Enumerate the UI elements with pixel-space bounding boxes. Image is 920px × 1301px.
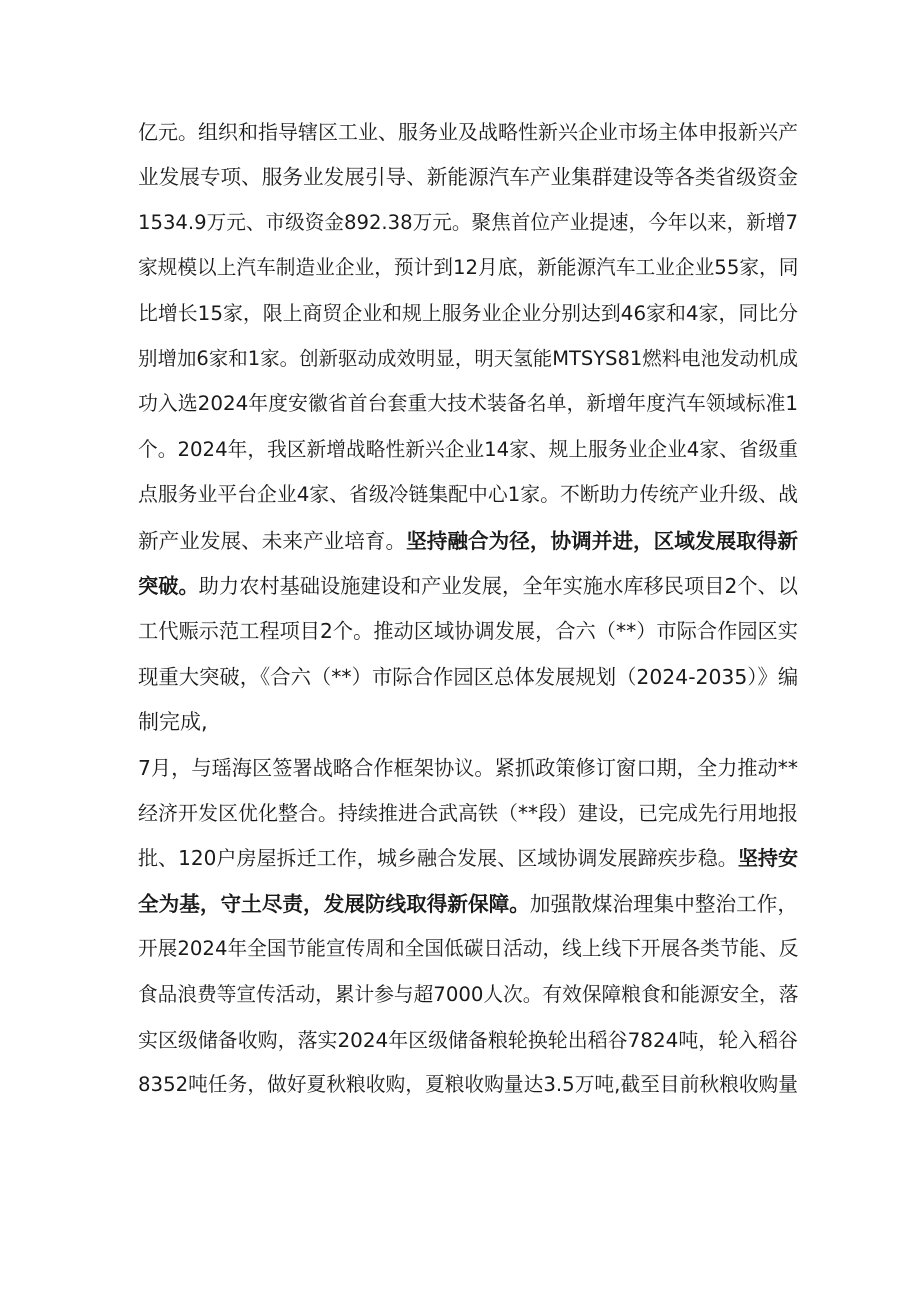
text-line [138, 609, 798, 653]
text-segment: 制完成, [138, 710, 208, 735]
text-line [138, 700, 798, 744]
text-line [138, 110, 798, 154]
text-segment: 开展2024年全国节能宣传周和全国低碳日活动，线上线下开展各类节能、反 [138, 937, 798, 961]
text-segment: 工代赈示范工程项目2个。推动区域协调发展，合六（**）市际合作园区实 [138, 619, 798, 644]
text-segment: 食品浪费等宣传活动，累计参与超7000人次。有效保障粮食和能源安全，落 [138, 982, 798, 1006]
text-segment: 经济开发区优化整合。持续推进合武高铁（**段）建设，已完成先行用地报 [138, 801, 798, 825]
text-line [138, 564, 798, 608]
text-segment: 别增加6家和1家。创新驱动成效明显，明天氢能MTSYS81燃料电池发动机成 [138, 347, 798, 370]
text-segment: 8352吨任务，做好夏秋粮收购，夏粮收购量达3.5万吨,截至目前秋粮收购量 [138, 1073, 798, 1097]
text-line [138, 201, 798, 245]
text-segment: 助力农村基础设施建设和产业发展，全年实施水库移民项目2个、以 [198, 574, 798, 598]
text-segment: 业发展专项、服务业发展引导、新能源汽车产业集群建设等各类省级资金 [138, 165, 798, 190]
text-line [138, 927, 798, 971]
text-segment: 比增长15家，限上商贸企业和规上服务业企业分别达到46家和4家，同比分 [138, 301, 798, 325]
bold-text-segment: 全为基，守土尽责，发展防线取得新保障。 [138, 891, 530, 916]
text-segment: 实区级储备收购，落实2024年区级储备粮轮换轮出稻谷7824吨，轮入稻谷 [138, 1028, 798, 1052]
text-line [138, 836, 798, 880]
text-line [138, 1018, 798, 1062]
text-line [138, 473, 798, 517]
text-line [138, 746, 798, 790]
text-line [138, 337, 798, 381]
text-segment: 新产业发展、未来产业培育。 [138, 528, 407, 553]
text-line [138, 1063, 798, 1107]
text-segment: 家规模以上汽车制造业企业，预计到12月底，新能源汽车工业企业55家，同 [138, 256, 798, 280]
text-line [138, 519, 798, 563]
bold-text-segment: 坚持融合为径，协调并进，区域发展取得新 [406, 528, 798, 553]
text-segment: 亿元。组织和指导辖区工业、服务业及战略性新兴企业市场主体申报新兴产 [138, 120, 798, 144]
bold-text-segment: 坚持安 [737, 846, 798, 871]
text-line [138, 882, 798, 926]
text-line [138, 428, 798, 472]
text-segment: 个。2024年，我区新增战略性新兴企业14家、规上服务业企业4家、省级重 [138, 437, 798, 461]
text-segment: 1534.9万元、市级资金892.38万元。聚焦首位产业提速，今年以来，新增7 [138, 210, 798, 234]
text-segment: 加强散煤治理集中整治工作， [529, 891, 798, 916]
bold-text-segment: 突破。 [138, 574, 199, 598]
text-segment: 批、120户房屋拆迁工作，城乡融合发展、区域协调发展蹄疾步稳。 [138, 846, 738, 871]
text-segment: 功入选2024年度安徽省首台套重大技术装备名单，新增年度汽车领域标准1 [138, 392, 798, 416]
text-line [138, 292, 798, 336]
text-line [138, 655, 798, 699]
text-line [138, 246, 798, 290]
text-segment: 现重大突破，《合六（**）市际合作园区总体发展规划（2024-2035）》编 [138, 664, 798, 689]
text-segment: 点服务业平台企业4家、省级冷链集配中心1家。不断助力传统产业升级、战 [138, 483, 798, 507]
text-line [138, 791, 798, 835]
text-line [138, 973, 798, 1017]
text-segment: 7月，与瑶海区签署战略合作框架协议。紧抓政策修订窗口期，全力推动** [138, 755, 798, 780]
text-line [138, 155, 798, 199]
text-line [138, 382, 798, 426]
